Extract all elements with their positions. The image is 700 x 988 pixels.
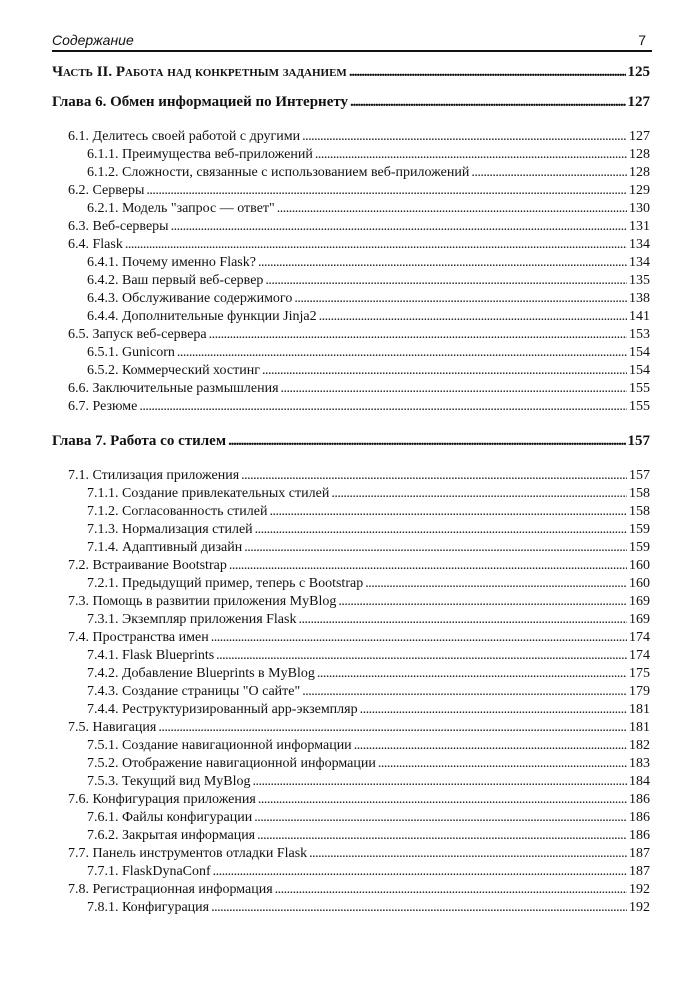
- toc-subsection-entry: [52, 828, 650, 846]
- toc-entry-page: 169: [629, 594, 650, 609]
- dot-leader: [315, 147, 627, 163]
- dot-leader: [338, 594, 627, 610]
- toc-entry-page: 183: [629, 756, 650, 771]
- toc-subsection-entry: [52, 666, 650, 684]
- toc-entry-title: 7.5.1. Создание навигационной информации: [87, 738, 352, 753]
- dot-leader: [360, 702, 627, 718]
- toc-entry-title: 7.4. Пространства имен: [68, 630, 209, 645]
- toc-section-entry: [52, 882, 650, 900]
- toc-entry-page: 154: [629, 363, 650, 378]
- toc-subsection-entry: [52, 147, 650, 165]
- dot-leader: [171, 219, 627, 235]
- table-of-contents: [52, 64, 650, 918]
- toc-entry-page: 184: [629, 774, 650, 789]
- dot-leader: [319, 309, 627, 325]
- toc-entry-title: 7.2. Встраивание Bootstrap: [68, 558, 227, 573]
- toc-entry-title: 7.2.1. Предыдущий пример, теперь с Bootstrap: [87, 576, 364, 591]
- toc-entry-title: 7.4.2. Добавление Blueprints в MyBlog: [87, 666, 315, 681]
- toc-subsection-entry: [52, 273, 650, 291]
- toc-chapters: [52, 86, 650, 918]
- toc-entry-page: 127: [629, 129, 650, 144]
- toc-entry-page: 157: [629, 468, 650, 483]
- toc-subsection-entry: [52, 255, 650, 273]
- dot-leader: [253, 774, 627, 790]
- toc-entry-page: 187: [629, 864, 650, 879]
- dot-leader: [262, 363, 627, 379]
- toc-subsection-entry: [52, 291, 650, 309]
- toc-entry-page: 130: [629, 201, 650, 216]
- dot-leader: [211, 900, 627, 916]
- toc-entry-page: 192: [629, 900, 650, 915]
- toc-entry-page: 181: [629, 702, 650, 717]
- toc-entry-page: 159: [629, 522, 650, 537]
- dot-leader: [209, 327, 627, 343]
- toc-entry-title: 7.4.1. Flask Blueprints: [87, 648, 215, 663]
- toc-entry-page: 192: [629, 882, 650, 897]
- toc-entry-page: 158: [629, 504, 650, 519]
- toc-entry-page: 159: [629, 540, 650, 555]
- toc-entry-page: 174: [629, 648, 650, 663]
- toc-subsection-entry: [52, 576, 650, 594]
- toc-entry-page: 155: [629, 399, 650, 414]
- toc-entry-title: 7.1.3. Нормализация стилей: [87, 522, 253, 537]
- toc-entry-title: 7.1.2. Согласованность стилей: [87, 504, 268, 519]
- toc-section-entry: [52, 720, 650, 738]
- dot-leader: [354, 738, 627, 754]
- spacer: [52, 417, 650, 433]
- toc-entry-page: 153: [629, 327, 650, 342]
- toc-entry-page: 187: [629, 846, 650, 861]
- dot-leader: [139, 399, 627, 415]
- dot-leader: [146, 183, 627, 199]
- dot-leader: [213, 864, 627, 880]
- dot-leader: [471, 165, 627, 181]
- toc-section-entry: [52, 468, 650, 486]
- toc-entry-page: 175: [629, 666, 650, 681]
- toc-entry-page: 131: [629, 219, 650, 234]
- toc-entry-title: 6.4.2. Ваш первый веб-сервер: [87, 273, 264, 288]
- toc-entry-page: 179: [629, 684, 650, 699]
- toc-entry-title: 7.8.1. Конфигурация: [87, 900, 210, 915]
- toc-entry-title: 6.2. Серверы: [68, 183, 145, 198]
- toc-entry-title: 7.3. Помощь в развитии приложения MyBlog: [68, 594, 337, 609]
- toc-part-title: Часть II. Работа над конкретным заданием: [52, 64, 347, 80]
- dot-leader: [211, 630, 627, 646]
- toc-subsection-entry: [52, 738, 650, 756]
- dot-leader: [294, 291, 627, 307]
- toc-entry-title: 6.7. Резюме: [68, 399, 138, 414]
- toc-entry-page: 160: [629, 558, 650, 573]
- toc-entry-title: 6.4.3. Обслуживание содержимого: [87, 291, 293, 306]
- dot-leader: [378, 756, 627, 772]
- toc-section-entry: [52, 594, 650, 612]
- dot-leader: [277, 201, 627, 217]
- toc-entry-page: 174: [629, 630, 650, 645]
- toc-subsection-entry: [52, 810, 650, 828]
- toc-entry-title: 6.2.1. Модель "запрос — ответ": [87, 201, 275, 216]
- toc-entry-title: 6.5.1. Gunicorn: [87, 345, 175, 360]
- toc-entry-title: 7.1.1. Создание привлекательных стилей: [87, 486, 330, 501]
- toc-subsection-entry: [52, 648, 650, 666]
- dot-leader: [309, 846, 627, 862]
- toc-entry-title: 6.1. Делитесь своей работой с другими: [68, 129, 301, 144]
- toc-section-entry: [52, 399, 650, 417]
- toc-entry-title: 6.1.1. Преимущества веб-приложений: [87, 147, 313, 162]
- toc-entry-title: 7.5.3. Текущий вид MyBlog: [87, 774, 251, 789]
- toc-entry-title: 6.3. Веб-серверы: [68, 219, 169, 234]
- toc-chapter-entry: [52, 433, 650, 455]
- toc-entry-page: 134: [629, 255, 650, 270]
- toc-entry-title: 7.3.1. Экземпляр приложения Flask: [87, 612, 297, 627]
- toc-subsection-entry: [52, 756, 650, 774]
- dot-leader: [228, 433, 625, 450]
- toc-entry-page: 155: [629, 381, 650, 396]
- toc-entry-page: 158: [629, 486, 650, 501]
- toc-part-entry: [52, 64, 650, 86]
- toc-entry-page: 186: [629, 828, 650, 843]
- toc-section-entry: [52, 792, 650, 810]
- toc-subsection-entry: [52, 201, 650, 219]
- toc-entry-page: 186: [629, 810, 650, 825]
- toc-entry-title: 7.5.2. Отображение навигационной информации: [87, 756, 376, 771]
- toc-entry-title: 7.5. Навигация: [68, 720, 157, 735]
- dot-leader: [349, 64, 626, 81]
- toc-entry-title: Глава 6. Обмен информацией по Интернету: [52, 94, 349, 110]
- toc-subsection-entry: [52, 540, 650, 558]
- dot-leader: [125, 237, 627, 253]
- toc-entry-page: 134: [629, 237, 650, 252]
- toc-subsection-entry: [52, 504, 650, 522]
- toc-section-entry: [52, 846, 650, 864]
- toc-entry-title: 7.4.4. Реструктуризированный app-экземпляр: [87, 702, 358, 717]
- toc-entry-page: 186: [629, 792, 650, 807]
- toc-entry-page: 160: [629, 576, 650, 591]
- toc-section-entry: [52, 183, 650, 201]
- toc-subsection-entry: [52, 684, 650, 702]
- toc-section-entry: [52, 630, 650, 648]
- dot-leader: [254, 810, 627, 826]
- dot-leader: [255, 522, 627, 538]
- toc-entry-title: Глава 7. Работа со стилем: [52, 433, 227, 449]
- toc-entry-page: 157: [627, 433, 650, 449]
- spacer: [52, 455, 650, 468]
- toc-subsection-entry: [52, 309, 650, 327]
- toc-subsection-entry: [52, 363, 650, 381]
- toc-entry-page: 154: [629, 345, 650, 360]
- toc-entry-title: 6.4.1. Почему именно Flask?: [87, 255, 256, 270]
- toc-entry-title: 7.1.4. Адаптивный дизайн: [87, 540, 243, 555]
- toc-entry-page: 141: [629, 309, 650, 324]
- toc-entry-title: 6.5. Запуск веб-сервера: [68, 327, 207, 342]
- toc-part-page: 125: [627, 64, 650, 80]
- toc-entry-page: 182: [629, 738, 650, 753]
- dot-leader: [229, 558, 627, 574]
- dot-leader: [331, 486, 627, 502]
- dot-leader: [158, 720, 627, 736]
- toc-subsection-entry: [52, 612, 650, 630]
- toc-section-entry: [52, 558, 650, 576]
- toc-entry-title: 6.1.2. Сложности, связанные с использованием веб-приложений: [87, 165, 470, 180]
- toc-entry-title: 7.6.2. Закрытая информация: [87, 828, 256, 843]
- toc-entry-page: 128: [629, 165, 650, 180]
- toc-entry-page: 135: [629, 273, 650, 288]
- toc-entry-page: 128: [629, 147, 650, 162]
- dot-leader: [298, 612, 627, 628]
- dot-leader: [365, 576, 627, 592]
- toc-subsection-entry: [52, 522, 650, 540]
- toc-entry-title: 6.6. Заключительные размышления: [68, 381, 279, 396]
- toc-section-entry: [52, 237, 650, 255]
- toc-subsection-entry: [52, 345, 650, 363]
- toc-entry-page: 169: [629, 612, 650, 627]
- toc-entry-title: 7.8. Регистрационная информация: [68, 882, 273, 897]
- dot-leader: [244, 540, 627, 556]
- toc-entry-page: 181: [629, 720, 650, 735]
- toc-entry-title: 7.7.1. FlaskDynaConf: [87, 864, 211, 879]
- dot-leader: [281, 381, 627, 397]
- dot-leader: [350, 94, 625, 111]
- dot-leader: [275, 882, 627, 898]
- toc-subsection-entry: [52, 900, 650, 918]
- toc-section-entry: [52, 219, 650, 237]
- toc-subsection-entry: [52, 702, 650, 720]
- dot-leader: [302, 129, 627, 145]
- toc-entry-title: 6.4.4. Дополнительные функции Jinja2: [87, 309, 317, 324]
- toc-entry-title: 7.6. Конфигурация приложения: [68, 792, 256, 807]
- toc-entry-title: 6.4. Flask: [68, 237, 123, 252]
- dot-leader: [317, 666, 627, 682]
- toc-section-entry: [52, 381, 650, 399]
- dot-leader: [257, 828, 627, 844]
- toc-section-entry: [52, 327, 650, 345]
- dot-leader: [258, 792, 627, 808]
- toc-entry-page: 127: [627, 94, 650, 110]
- toc-chapter-entry: [52, 94, 650, 116]
- header-title: Содержание: [52, 32, 134, 48]
- running-header: [52, 28, 652, 52]
- toc-entry-title: 7.6.1. Файлы конфигурации: [87, 810, 253, 825]
- toc-entry-title: 7.1. Стилизация приложения: [68, 468, 240, 483]
- dot-leader: [258, 255, 627, 271]
- toc-entry-page: 129: [629, 183, 650, 198]
- spacer: [52, 86, 650, 94]
- dot-leader: [270, 504, 628, 520]
- toc-subsection-entry: [52, 165, 650, 183]
- dot-leader: [302, 684, 627, 700]
- toc-subsection-entry: [52, 864, 650, 882]
- header-page-number: 7: [638, 32, 646, 48]
- toc-section-entry: [52, 129, 650, 147]
- toc-entry-title: 6.5.2. Коммерческий хостинг: [87, 363, 260, 378]
- dot-leader: [241, 468, 627, 484]
- toc-subsection-entry: [52, 774, 650, 792]
- dot-leader: [177, 345, 627, 361]
- toc-subsection-entry: [52, 486, 650, 504]
- dot-leader: [216, 648, 627, 664]
- toc-entry-title: 7.7. Панель инструментов отладки Flask: [68, 846, 308, 861]
- dot-leader: [265, 273, 627, 289]
- toc-entry-page: 138: [629, 291, 650, 306]
- spacer: [52, 116, 650, 129]
- toc-entry-title: 7.4.3. Создание страницы "О сайте": [87, 684, 301, 699]
